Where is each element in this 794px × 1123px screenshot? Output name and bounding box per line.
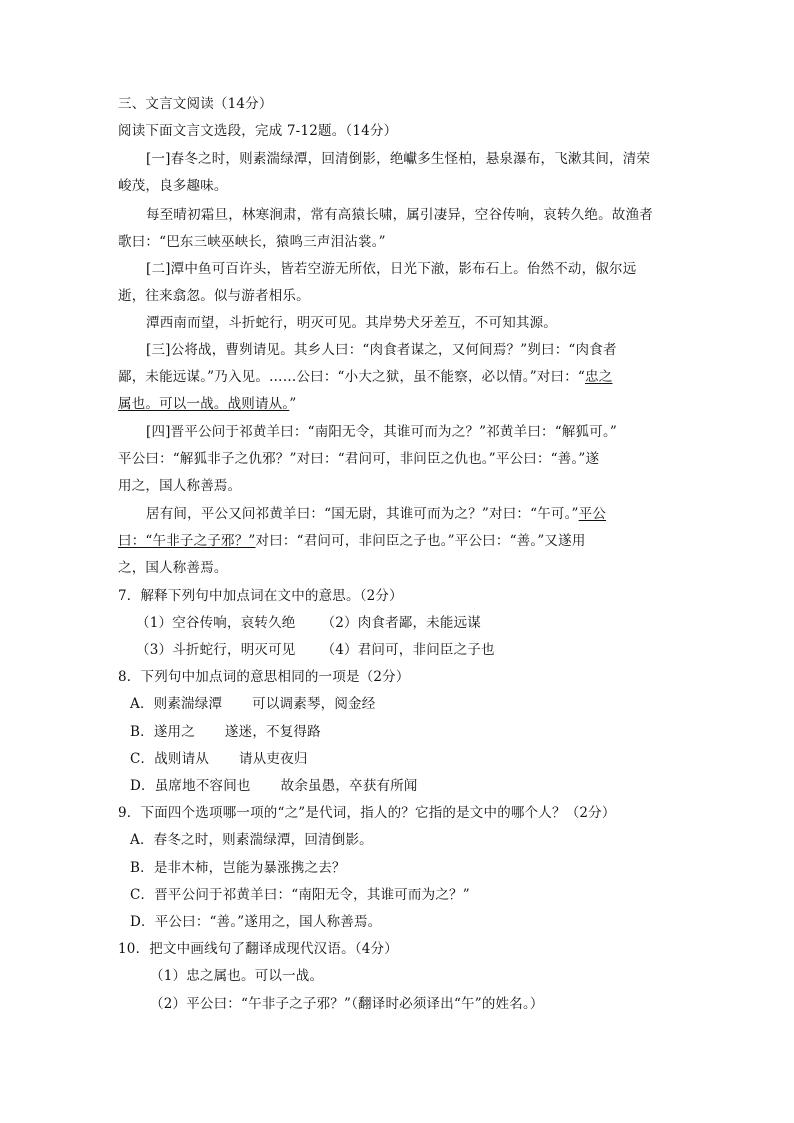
option-label: D．虽席地不容间也 <box>130 778 251 794</box>
option-text: 故余虽愚，卒获有所闻 <box>280 778 418 794</box>
passage-text: ” <box>289 396 297 412</box>
question-item: （4）君问可，非问臣之子也 <box>321 642 495 658</box>
option-text: 遂迷，不复得路 <box>224 724 321 740</box>
passage-line <box>118 369 678 385</box>
passage-line: 之，国人称善焉。 <box>118 560 228 576</box>
passage-line <box>118 533 678 549</box>
underlined-sentence: 平公 <box>578 506 607 522</box>
passage-line: 每至晴初霜旦，林寒涧肃，常有高猿长啸，属引凄异，空谷传响，哀转久绝。故渔者 <box>146 207 653 223</box>
option-label: A．则素湍绿潭 <box>130 696 223 712</box>
question-7-items-row <box>136 615 696 631</box>
question-7-stem: 7．解释下列句中加点词在文中的意思。（2分） <box>118 588 403 604</box>
underlined-sentence: 曰：“午非子之子邪？” <box>118 533 256 549</box>
option-label: C．战则请从 <box>130 751 210 767</box>
passage-line: [二]潭中鱼可百许头，皆若空游无所依，日光下澈，影布石上。佁然不动，俶尔远 <box>146 261 637 277</box>
passage-line <box>146 506 706 522</box>
question-8-option <box>130 778 690 794</box>
passage-line <box>118 396 678 412</box>
option-label: B．遂用之 <box>130 724 195 740</box>
question-9-option: C．晋平公问于祁黄羊曰：“南阳无令，其谁可而为之？” <box>130 887 470 903</box>
section-title: 三、文言文阅读（14分） <box>118 96 273 112</box>
option-text: 可以调素琴，阅金经 <box>252 696 376 712</box>
passage-line: [四]晋平公问于祁黄羊曰：“南阳无令，其谁可而为之？”祁黄羊曰：“解狐可。” <box>146 424 617 440</box>
question-8-option <box>130 724 690 740</box>
passage-text: 居有间，平公又问祁黄羊曰：“国无尉，其谁可而为之？”对曰：“午可。” <box>146 506 579 522</box>
question-9-option: A．春冬之时，则素湍绿潭，回清倒影。 <box>130 832 373 848</box>
passage-text: 对曰：“君问可，非问臣之子也。”平公曰：“善。”又遂用 <box>255 533 586 549</box>
passage-line: [一]春冬之时，则素湍绿潭，回清倒影，绝巘多生怪柏，悬泉瀑布，飞漱其间，清荣 <box>146 151 651 167</box>
passage-line: 用之，国人称善焉。 <box>118 478 242 494</box>
question-9-stem: 9．下面四个选项哪一项的“之”是代词，指人的？它指的是文中的哪个人？（2分） <box>118 805 616 821</box>
passage-line: 歌曰：“巴东三峡巫峡长，猿鸣三声泪沾裳。” <box>118 234 386 250</box>
question-8-stem: 8．下列句中加点词的意思相同的一项是（2分） <box>118 669 410 685</box>
passage-line: 峻茂，良多趣味。 <box>118 178 228 194</box>
question-10-item: （2）平公曰：“午非子之子邪？”（翻译时必须译出“午”的姓名。） <box>150 996 544 1012</box>
instruction: 阅读下面文言文选段，完成 7-12题。（14分） <box>118 123 398 139</box>
passage-line: 平公曰：“解狐非子之仇邪？”对曰：“君问可，非问臣之仇也。”平公曰：“善。”遂 <box>118 451 600 467</box>
question-item: （3）斗折蛇行，明灭可见 <box>136 642 296 658</box>
question-9-option: D．平公曰：“善。”遂用之，国人称善焉。 <box>130 914 382 930</box>
passage-line: [三]公将战，曹刿请见。其乡人曰：“肉食者谋之，又何间焉？”刿曰：“肉食者 <box>146 342 617 358</box>
passage-line: 逝，往来翕忽。似与游者相乐。 <box>118 288 310 304</box>
question-10-stem: 10．把文中画线句了翻译成现代汉语。（4分） <box>118 941 398 957</box>
question-7-items-row <box>136 642 696 658</box>
underlined-sentence: 属也。可以一战。战则请从。 <box>118 396 290 412</box>
question-8-option <box>130 751 690 767</box>
question-10-item: （1）忠之属也。可以一战。 <box>150 968 324 984</box>
passage-text: 鄙，未能远谋。”乃入见。……公曰：“小大之狱，虽不能察，必以情。”对曰：“ <box>118 369 586 385</box>
passage-line: 潭西南而望，斗折蛇行，明灭可见。其岸势犬牙差互，不可知其源。 <box>146 315 557 331</box>
option-text: 请从吏夜归 <box>239 751 308 767</box>
question-8-option <box>130 696 690 712</box>
question-9-option: B．是非木柿，岂能为暴涨携之去？ <box>130 860 346 876</box>
question-item: （1）空谷传响，哀转久绝 <box>136 615 296 631</box>
question-item: （2）肉食者鄙，未能远谋 <box>321 615 481 631</box>
underlined-sentence: 忠之 <box>585 369 613 385</box>
